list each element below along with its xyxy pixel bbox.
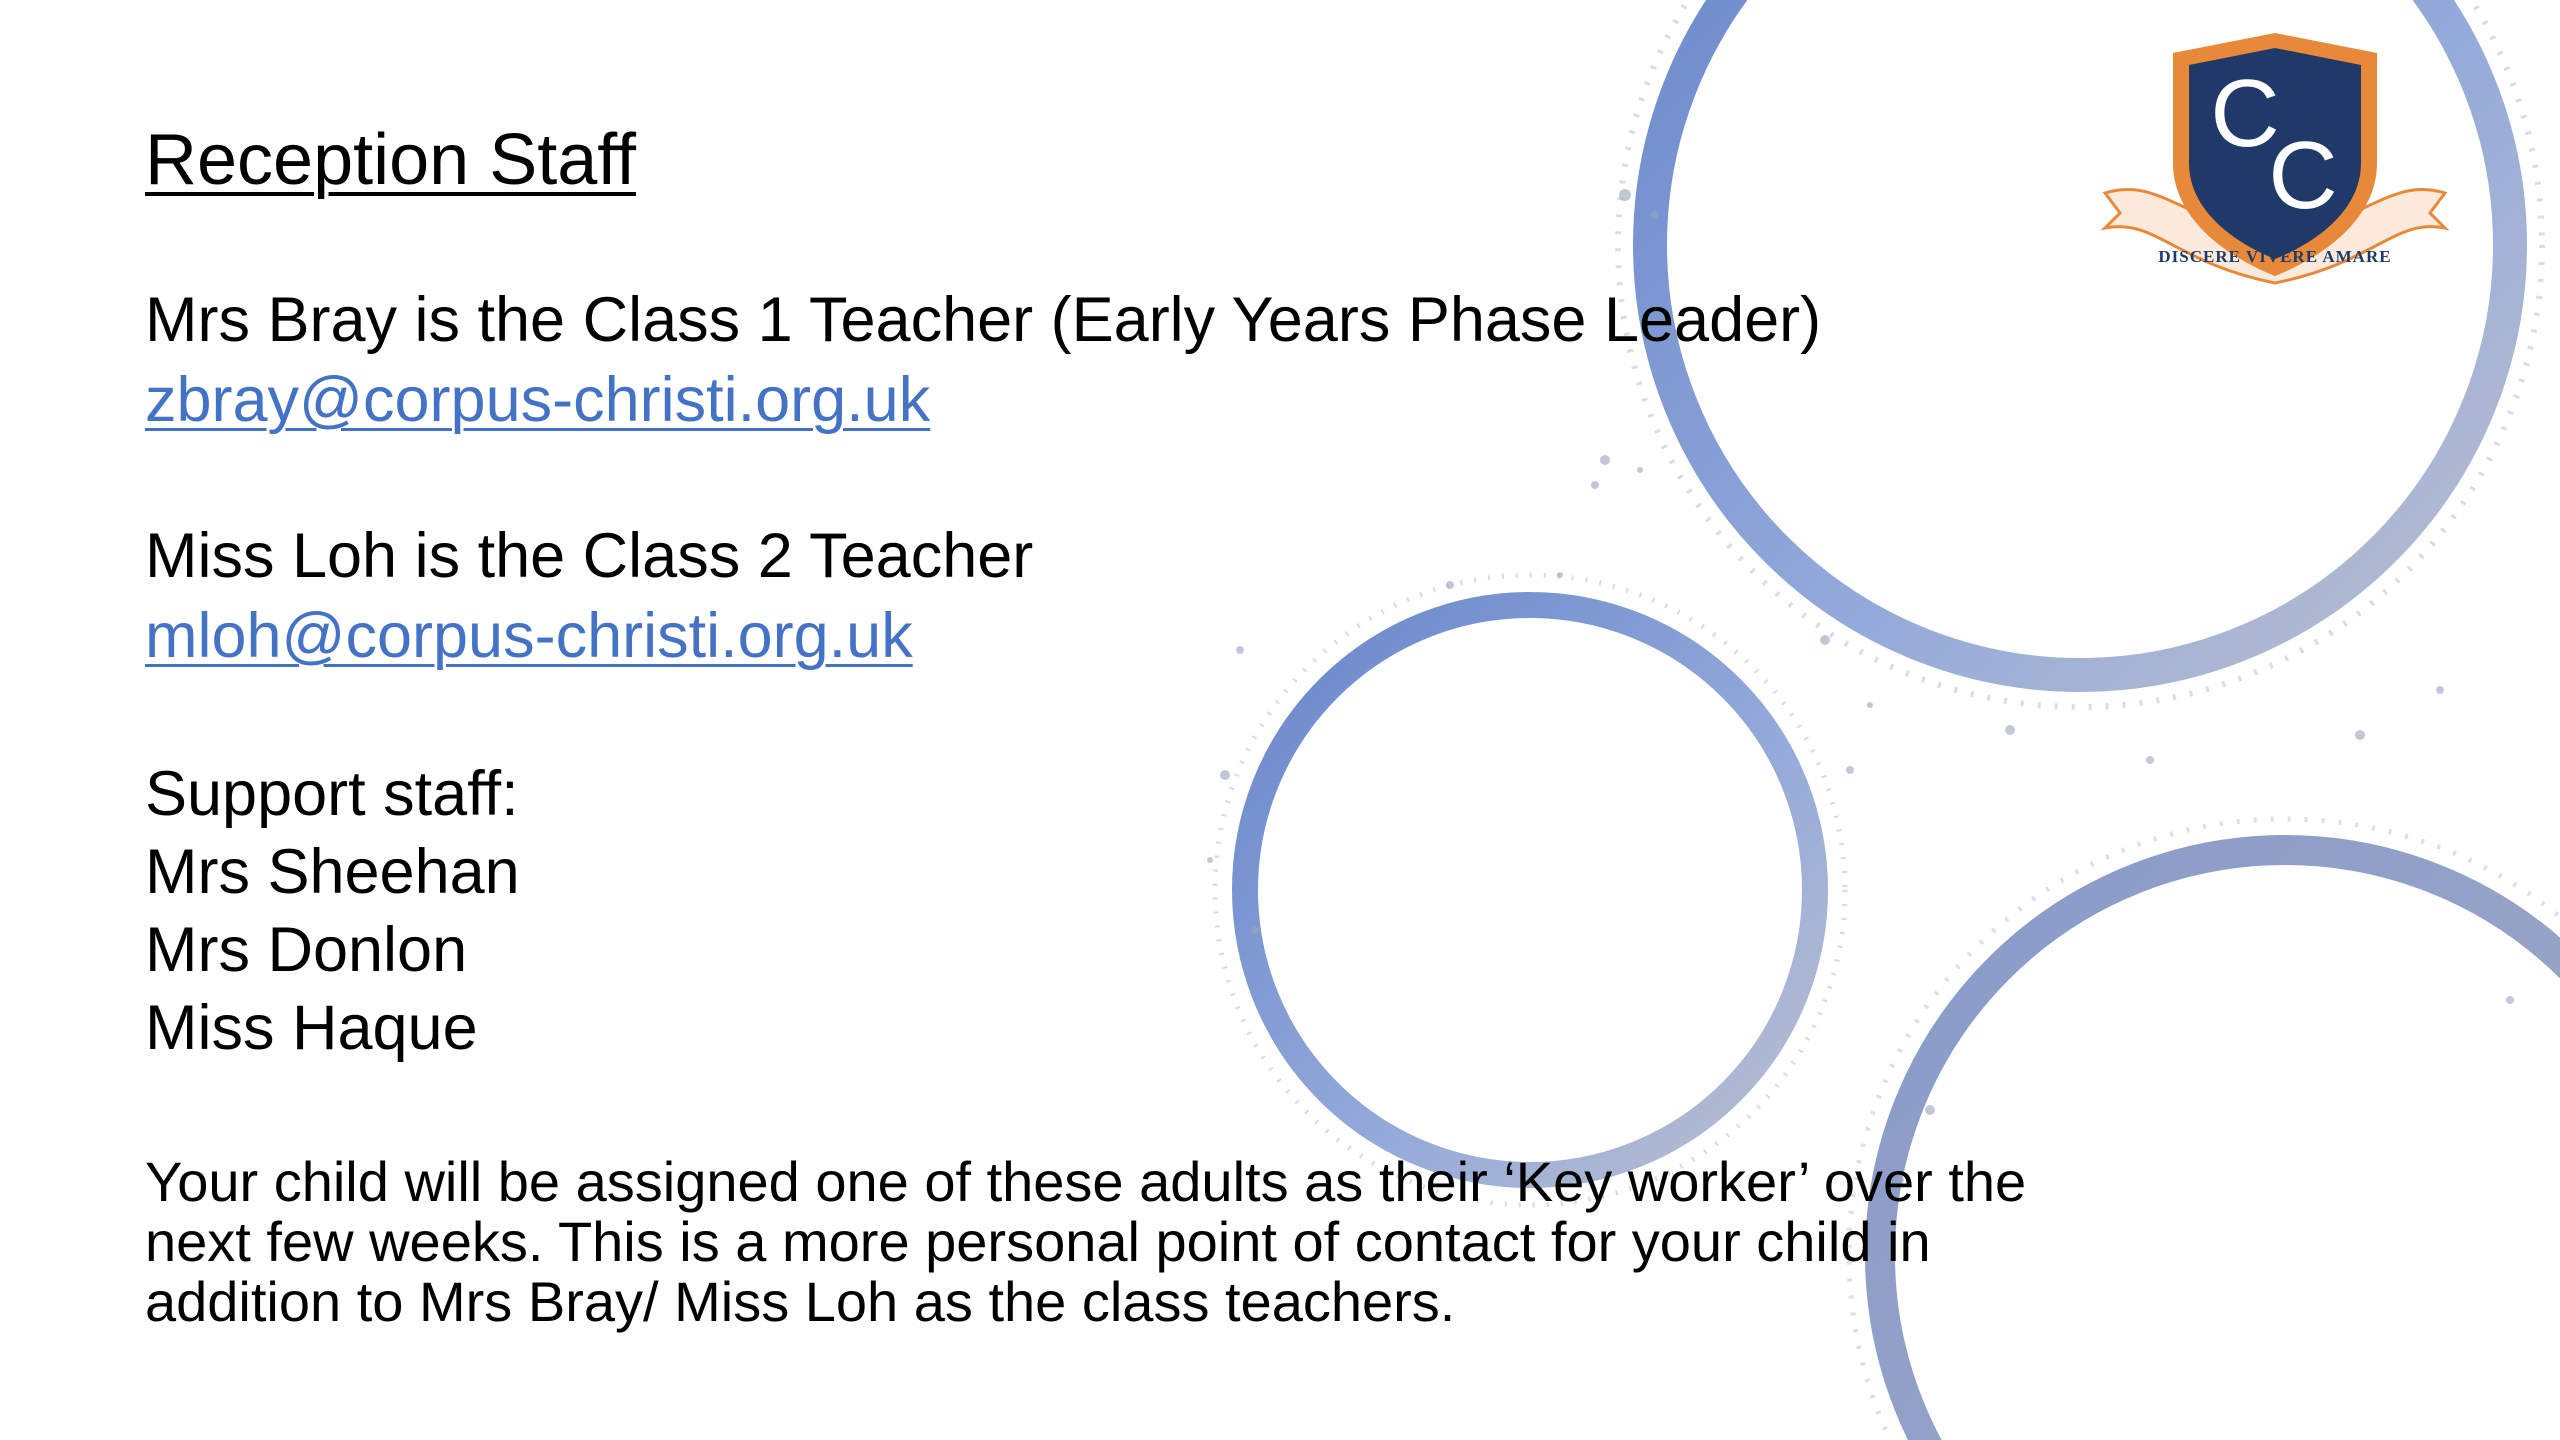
- note-line: addition to Mrs Bray/ Miss Loh as the class teachers.: [145, 1270, 1456, 1333]
- support-staff-name: Mrs Donlon: [145, 915, 468, 985]
- teacher1-description: Mrs Bray is the Class 1 Teacher (Early Years Phase Leader): [145, 285, 1822, 355]
- svg-text:DISCERE VIVERE AMARE: DISCERE VIVERE AMARE: [2158, 247, 2392, 266]
- school-crest-icon: [2095, 28, 2455, 318]
- svg-text:C: C: [2210, 60, 2280, 167]
- teacher1-email-link[interactable]: zbray@corpus-christi.org.uk: [145, 365, 931, 435]
- support-staff-name: Miss Haque: [145, 993, 478, 1063]
- teacher2-description: Miss Loh is the Class 2 Teacher: [145, 521, 1034, 591]
- ring-bottom-right: [1880, 850, 2560, 1440]
- support-staff-name: Mrs Sheehan: [145, 837, 520, 907]
- svg-text:C: C: [2268, 122, 2338, 229]
- slide-title: Reception Staff: [145, 120, 636, 200]
- note-line: next few weeks. This is a more personal point of contact for your child in: [145, 1210, 1931, 1273]
- key-worker-note: [145, 1152, 2365, 1332]
- note-line: Your child will be assigned one of these adults as their ‘Key worker’ over the: [145, 1150, 2027, 1213]
- teacher2-email-link[interactable]: mloh@corpus-christi.org.uk: [145, 601, 913, 671]
- support-staff-heading: Support staff:: [145, 759, 519, 829]
- ring-middle: [1245, 605, 1815, 1175]
